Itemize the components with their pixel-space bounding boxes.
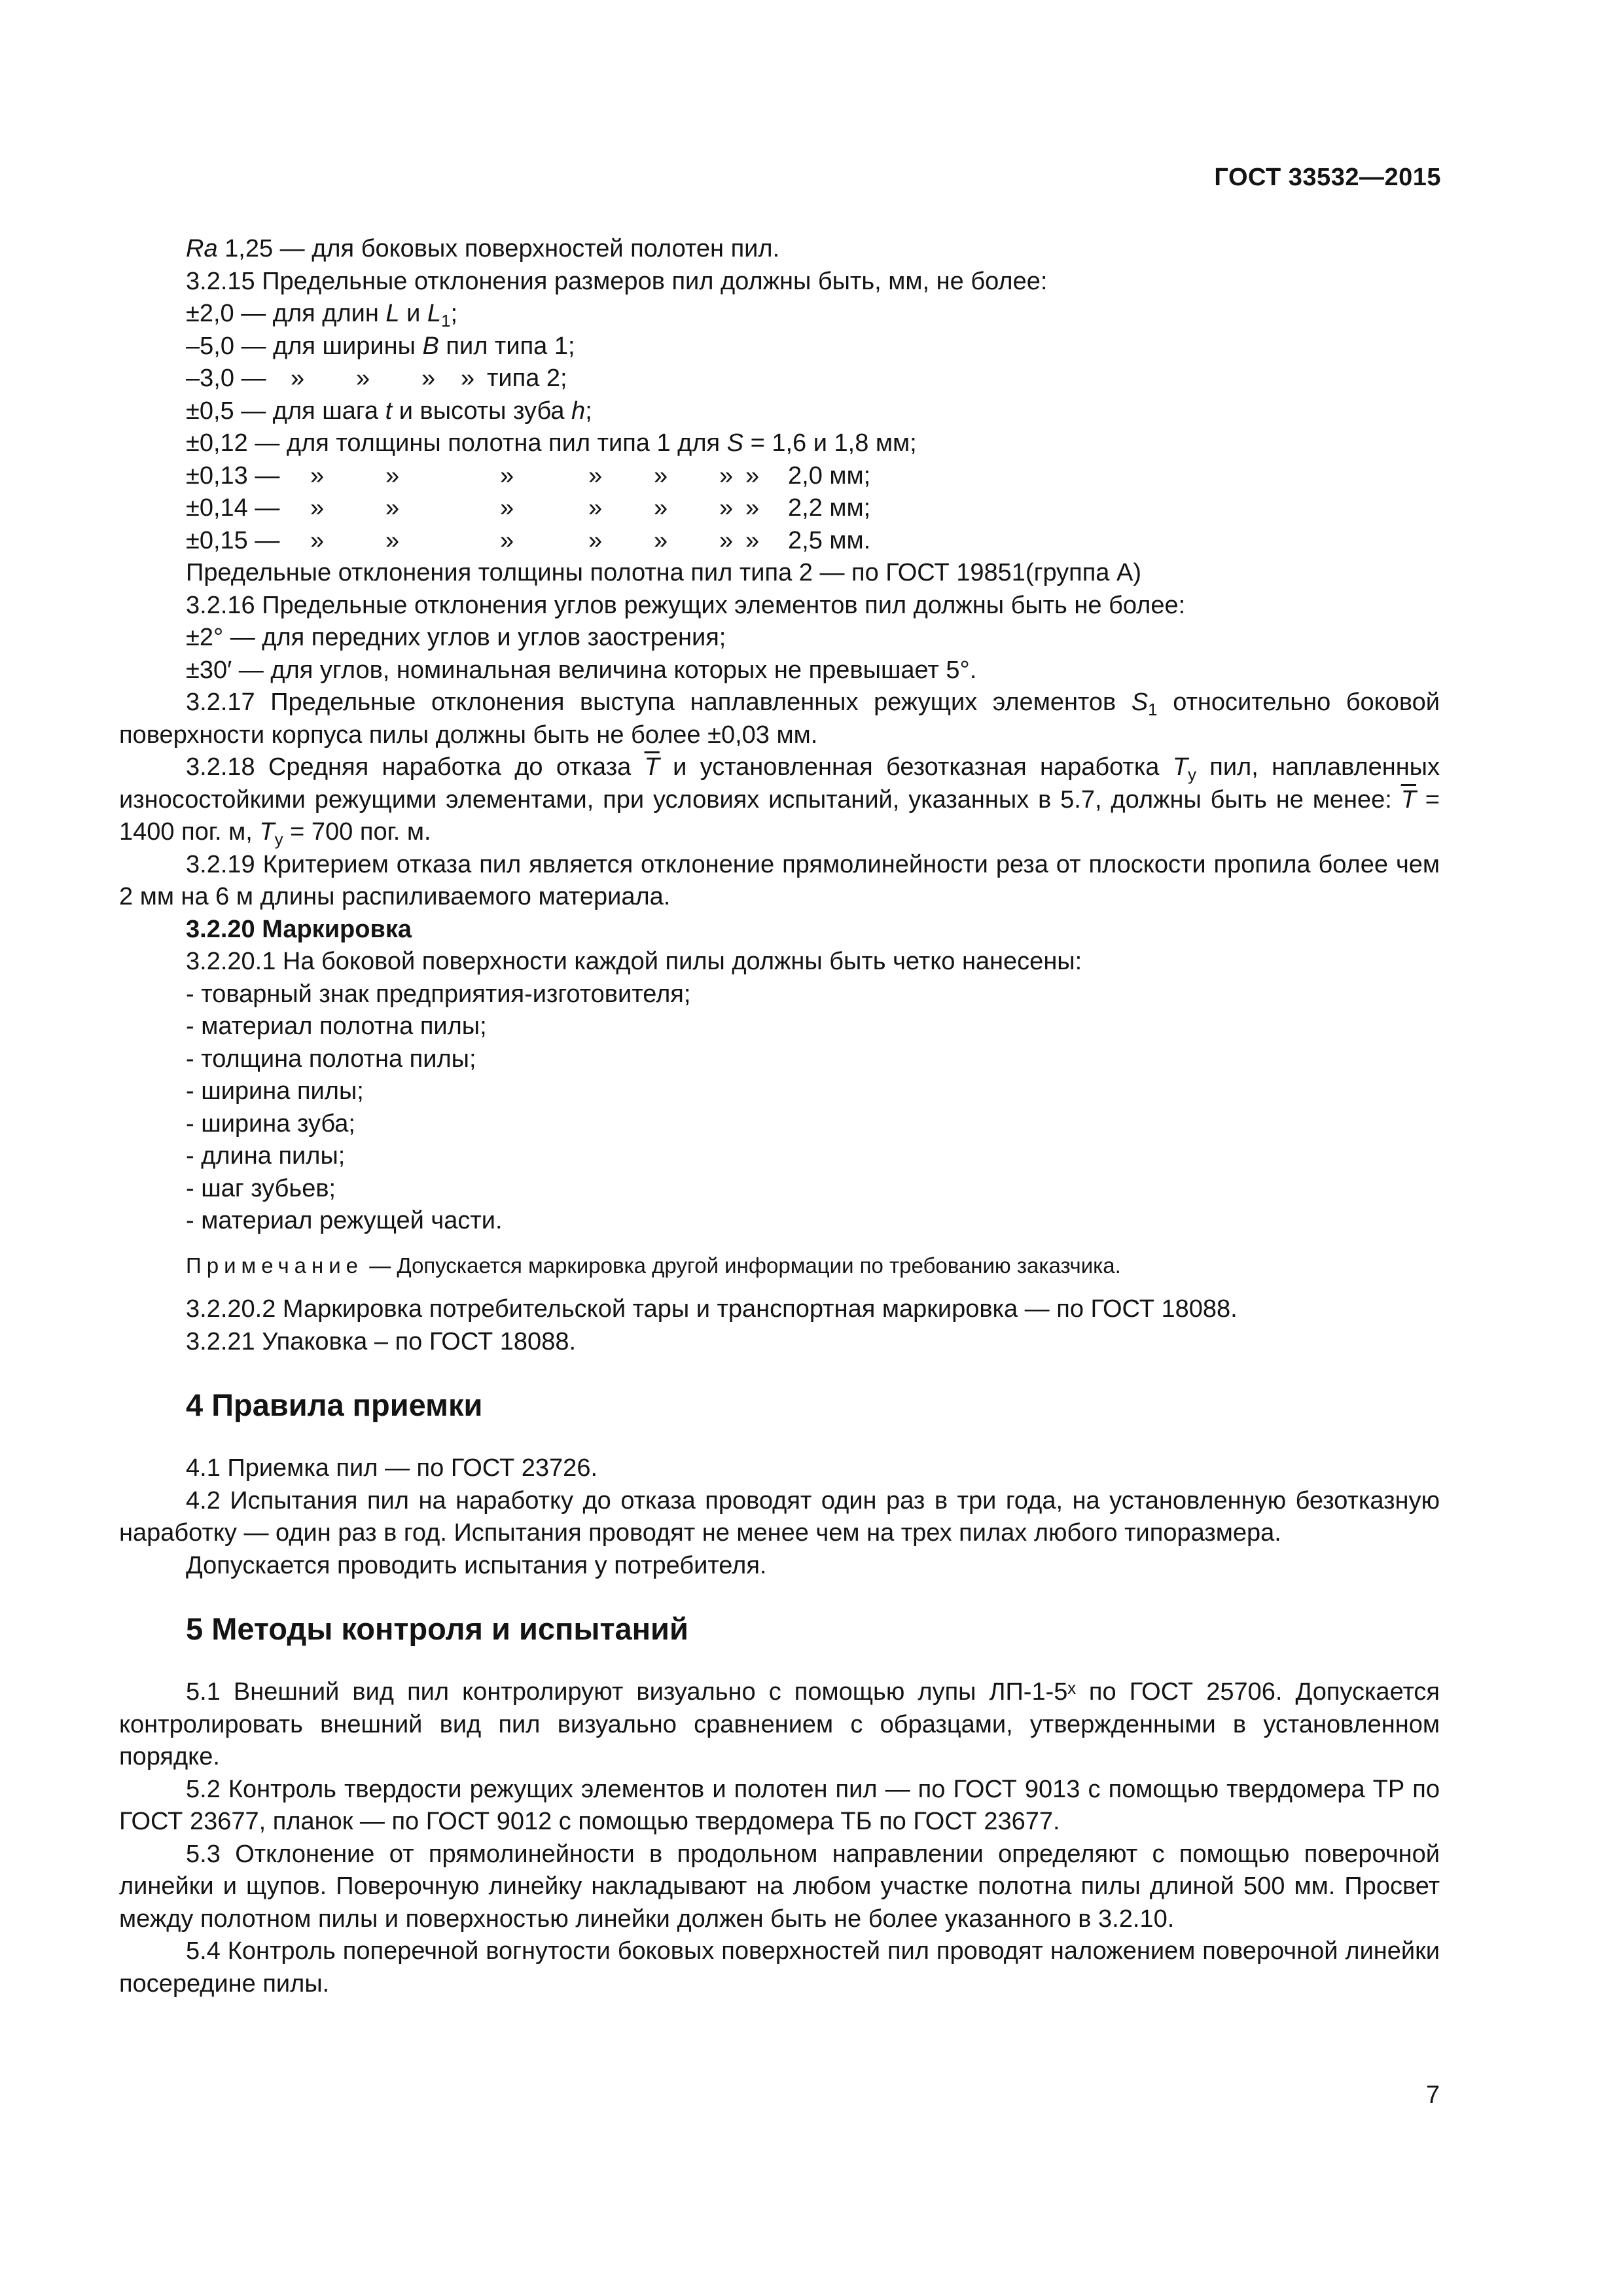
clause-3-2-20-2: 3.2.20.2 Маркировка потребительской тары и транспортная маркировка — по ГОСТ 18088. <box>186 1295 1238 1323</box>
tolerance-thickness-3: ±0,14 — » » » » » » » 2,2 мм; <box>186 494 871 522</box>
tolerance-length: ±2,0 — для длин L и $L_1$; <box>186 300 458 331</box>
clause-3-2-16: 3.2.16 Предельные отклонения углов режущих элементов пил должны быть не более: <box>186 591 1186 619</box>
angle-tolerance-2: ±30′ — для углов, номинальная величина которых не превышает 5°. <box>186 656 977 684</box>
clause-5-3: 5.3 Отклонение от прямолинейности в продольном направлении определяют с помощью поверочной линейки и щупов. Поверочную линейку накладывают на любом участке полотна пилы длиной 500 мм. Просвет между полотном пилы и поверхностью линейки должен быть не более указанного в 3.2.10. <box>119 1840 1440 1933</box>
line-ra: Ra 1,25 — для боковых поверхностей полотен пил. <box>186 235 780 262</box>
marking-item: - ширина зуба; <box>186 1109 355 1138</box>
note <box>119 1249 1440 1282</box>
tolerance-width-type2: –3,0 — » » » » типа 2; <box>186 365 567 392</box>
clause-3-2-15: 3.2.15 Предельные отклонения размеров пил должны быть, мм, не более: <box>186 267 1048 295</box>
tolerance-width-type1: –5,0 — для ширины B пил типа 1; <box>186 332 575 360</box>
section-4-heading: 4 Правила приемки <box>186 1388 483 1422</box>
clause-3-2-20-heading: 3.2.20 Маркировка <box>186 915 412 943</box>
clause-3-2-17: 3.2.17 Предельные отклонения выступа наплавленных режущих элементов $S_1$ относительно боковой поверхности корпуса пилы должны быть не более ±0,03 мм. <box>119 689 1440 749</box>
note-label: Примечание <box>186 1253 364 1278</box>
note-text: — Допускается маркировка другой информации по требованию заказчика. <box>369 1253 1121 1278</box>
clause-4-1: 4.1 Приемка пил — по ГОСТ 23726. <box>186 1454 598 1482</box>
clause-3-2-20-1: 3.2.20.1 На боковой поверхности каждой пилы должны быть четко нанесены: <box>186 948 1082 975</box>
clause-5-4: 5.4 Контроль поперечной вогнутости боковых поверхностей пил проводят наложением поверочной линейки посередине пилы. <box>119 1937 1440 1998</box>
clause-5-2: 5.2 Контроль твердости режущих элементов и полотен пил — по ГОСТ 9013 с помощью твердомера ТР по ГОСТ 23677, планок — по ГОСТ 9012 с помощью твердомера ТБ по ГОСТ 23677. <box>119 1775 1440 1835</box>
tolerance-pitch: ±0,5 — для шага t и высоты зуба h; <box>186 397 592 425</box>
thickness-type2: Предельные отклонения толщины полотна пил типа 2 — по ГОСТ 19851(группа А) <box>186 559 1141 586</box>
section-5-heading: 5 Методы контроля и испытаний <box>186 1611 688 1646</box>
marking-item: - материал полотна пилы; <box>186 1013 487 1040</box>
document-body <box>119 233 1440 2000</box>
tolerance-thickness-2: ±0,13 — » » » » » » » 2,0 мм; <box>186 461 871 490</box>
clause-3-2-19: 3.2.19 Критерием отказа пил является отклонение прямолинейности реза от плоскости пропила более чем 2 мм на 6 м длины распиливаемого материала. <box>119 850 1440 910</box>
clause-3-2-18: 3.2.18 Средняя наработка до отказа $\overline{T}$ и установленная безотказная наработка $T_у$ пил, наплавленных износостойкими режущими элементами, при условиях испытаний, указанных в 5.7, должны быть не менее: $\overline{T} = 1400$ пог. м, $T_у = 700$ пог. м. <box>119 753 1440 849</box>
clause-5-1: 5.1 Внешний вид пил контролируют визуально с помощью лупы ЛП-1-5ˣ по ГОСТ 25706. Допускается контролировать внешний вид пил визуально сравнением с образцами, утвержденными в установленном порядке. <box>119 1678 1440 1770</box>
document-code-header: ГОСТ 33532—2015 <box>1214 164 1441 191</box>
marking-item: - товарный знак предприятия-изготовителя; <box>186 980 691 1008</box>
marking-item: - ширина пилы; <box>186 1077 364 1105</box>
clause-4-2-note: Допускается проводить испытания у потребителя. <box>186 1551 767 1579</box>
marking-item: - толщина полотна пилы; <box>186 1045 476 1073</box>
marking-item: - шаг зубьев; <box>186 1174 336 1202</box>
marking-item: - материал режущей части. <box>186 1207 503 1234</box>
clause-4-2: 4.2 Испытания пил на наработку до отказа проводят один раз в три года, на установленную безотказную наработку — один раз в год. Испытания проводят не менее чем на трех пилах любого типоразмера. <box>119 1486 1440 1547</box>
clause-3-2-21: 3.2.21 Упаковка – по ГОСТ 18088. <box>186 1327 577 1355</box>
tolerance-thickness-4: ±0,15 — » » » » » » » 2,5 мм. <box>186 526 871 554</box>
page-number: 7 <box>1425 2081 1440 2109</box>
tolerance-thickness-1: ±0,12 — для толщины полотна пил типа 1 для S = 1,6 и 1,8 мм; <box>186 429 917 457</box>
angle-tolerance-1: ±2° — для передних углов и углов заострения; <box>186 624 726 651</box>
marking-item: - длина пилы; <box>186 1142 346 1170</box>
